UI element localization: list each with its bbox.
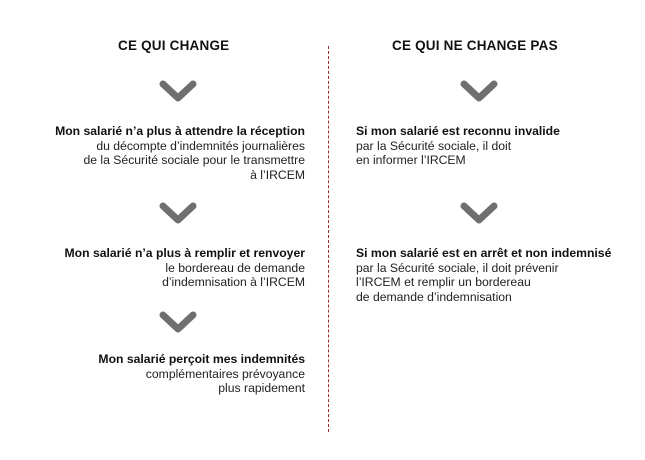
change-item-3-heading: Mon salarié perçoit mes indemnités: [98, 352, 305, 366]
change-item-3-line: complémentaires prévoyance: [145, 366, 305, 381]
change-item-2-line: d’indemnisation à l’IRCEM: [162, 275, 305, 290]
change-item-2-line: le bordereau de demande: [165, 260, 305, 275]
change-item-2: [5, 246, 305, 290]
change-item-1-line: du décompte d’indemnités journalières: [96, 138, 305, 153]
change-item-3-line: plus rapidement: [218, 381, 305, 396]
no-change-item-1-line: en informer l’IRCEM: [356, 153, 466, 168]
no-change-item-2-heading: Si mon salarié est en arrêt et non indemnisé: [356, 246, 612, 260]
right-column-title: CE QUI NE CHANGE PAS: [392, 38, 558, 53]
left-column-title: CE QUI CHANGE: [118, 38, 230, 53]
no-change-item-2-line: l’IRCEM et remplir un bordereau: [356, 275, 531, 290]
no-change-item-2: [356, 246, 641, 304]
change-item-1-heading: Mon salarié n’a plus à attendre la réception: [55, 124, 305, 138]
no-change-item-1-heading: Si mon salarié est reconnu invalide: [356, 124, 560, 138]
change-item-1-line: à l’IRCEM: [250, 167, 305, 182]
no-change-item-2-line: de demande d’indemnisation: [356, 289, 512, 304]
change-item-1: [5, 124, 305, 182]
change-item-1-line: de la Sécurité sociale pour le transmettre: [83, 153, 305, 168]
no-change-item-2-line: par la Sécurité sociale, il doit prévenir: [356, 260, 559, 275]
chevron-down-icon: [159, 311, 197, 335]
chevron-down-icon: [460, 80, 498, 104]
column-divider: [328, 46, 329, 432]
chevron-down-icon: [460, 202, 498, 226]
change-item-2-heading: Mon salarié n’a plus à remplir et renvoyer: [64, 246, 305, 260]
no-change-item-1-line: par la Sécurité sociale, il doit: [356, 138, 512, 153]
no-change-item-1: [356, 124, 641, 168]
chevron-down-icon: [159, 80, 197, 104]
chevron-down-icon: [159, 202, 197, 226]
change-item-3: [5, 352, 305, 396]
